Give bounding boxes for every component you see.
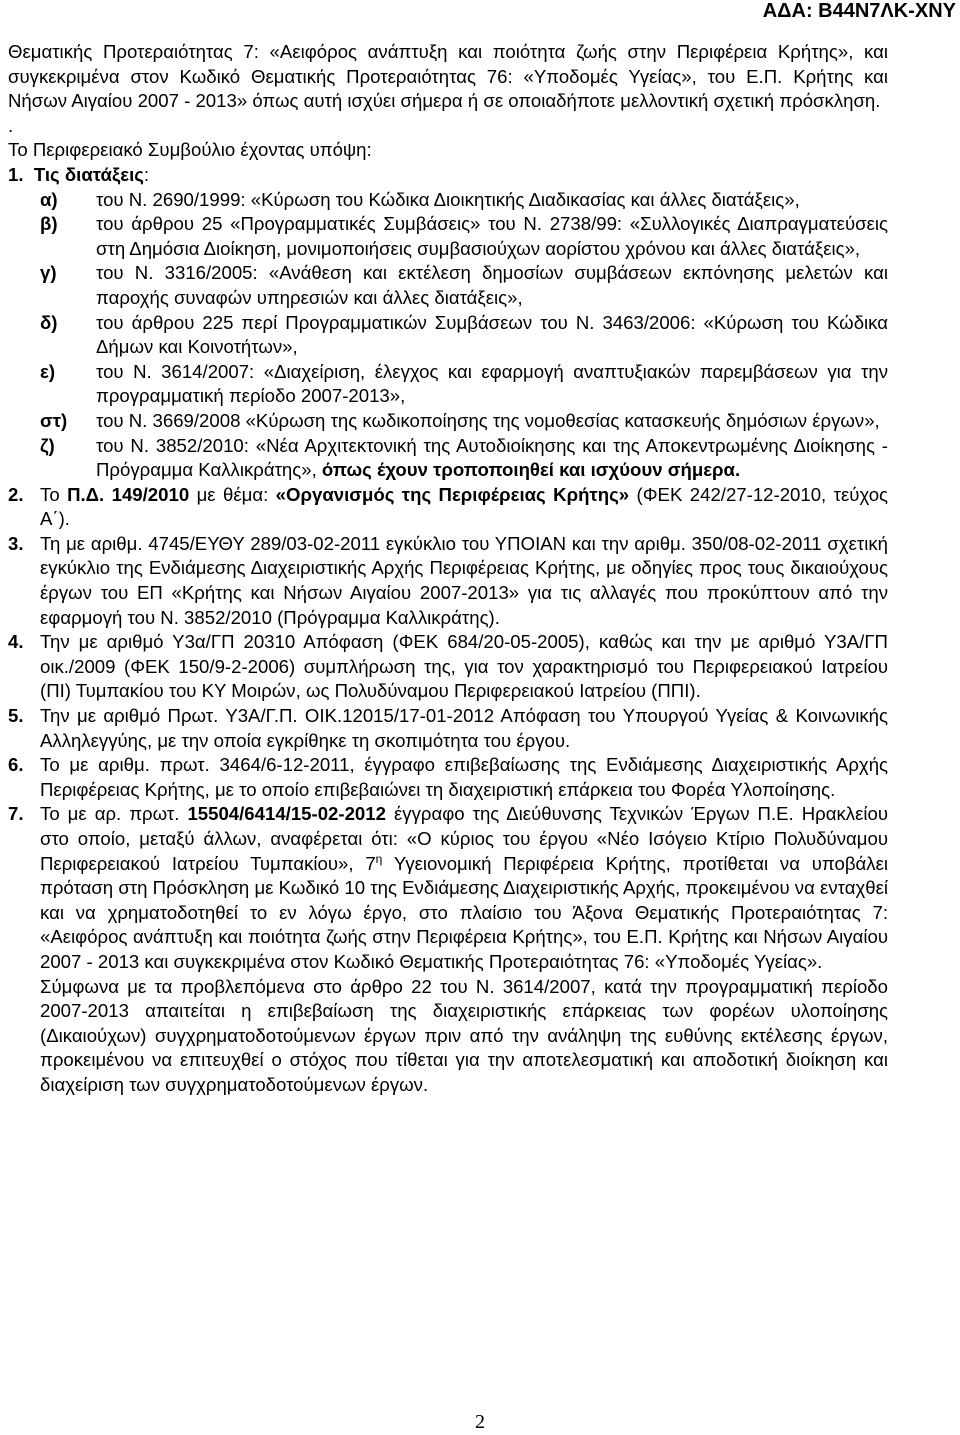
provision-st xyxy=(8,409,888,434)
provision-text: του άρθρου 25 «Προγραμματικές Συμβάσεις» του Ν. 2738/99: «Συλλογικές Διαπραγματεύσεις στη Δημόσια Διοίκηση, μονιμοποιήσεις συμβασιούχων αορίστου χρόνου και άλλες διατάξεις», xyxy=(96,213,888,259)
item-3 xyxy=(8,532,888,630)
intro-council: Το Περιφερειακό Συμβούλιο έχοντας υπόψη: xyxy=(8,139,372,161)
provision-text: του Ν. 3614/2007: «Διαχείριση, έλεγχος και εφαρμογή αναπτυξιακών παρεμβάσεων για την προγραμματική περίοδο 2007-2013», xyxy=(96,360,888,407)
document-body xyxy=(8,40,888,1098)
provision-z xyxy=(8,434,888,483)
item-text: Τη με αριθμ. 4745/ΕΥΘΥ 289/03-02-2011 εγκύκλιο του ΥΠΟΙΑΝ και την αριθμ. 350/08-02-2011 σχετική εγκύκλιο της Ενδιάμεσης Διαχειριστικής Αρχής Περιφέρειας Κρήτης, με οδηγίες προς τους δικαιούχους έργων του ΕΠ «Κρήτης και Νήσων Αιγαίου 2007-2013» για τις αλλαγές που προκύπτουν από την εφαρμογή του Ν. 3852/2010 (Πρόγραμμα Καλλικράτης). xyxy=(40,532,888,628)
provision-text: του Ν. 3852/2010: «Νέα Αρχιτεκτονική της Αυτοδιοίκησης και της Αποκεντρωμένης Διοίκησης - Πρόγραμμα Καλλικράτης», όπως έχουν τροποποιηθεί και ισχύουν σήμερα. xyxy=(96,434,888,481)
item-number: 3. xyxy=(8,532,24,554)
provision-e xyxy=(8,360,888,409)
item-4 xyxy=(8,630,888,704)
provision-label: ε) xyxy=(40,360,56,382)
provision-label: στ) xyxy=(40,409,68,431)
provision-text: του άρθρου 225 περί Προγραμματικών Συμβάσεων του Ν. 3463/2006: «Κύρωση του Κώδικα Δήμων και Κοινοτήτων», xyxy=(96,311,888,358)
item-6 xyxy=(8,753,888,802)
intro-paragraph: Θεματικής Προτεραιότητας 7: «Αειφόρος ανάπτυξη και ποιότητα ζωής στην Περιφέρεια Κρήτης», και συγκεκριμένα στον Κωδικό Θεματικής Προτεραιότητας 76: «Υποδομές Υγείας», του Ε.Π. Κρήτης και Νήσων Αιγαίου 2007 - 2013» όπως αυτή ισχύει σήμερα ή σε οποιαδήποτε μελλοντική σχετική πρόσκληση. xyxy=(8,41,888,112)
item-number: 2. xyxy=(8,483,24,505)
provision-c xyxy=(8,261,888,310)
item-number: 6. xyxy=(8,754,24,776)
provision-text: του Ν. 3669/2008 «Κύρωση της κωδικοποίησης της νομοθεσίας κατασκευής δημόσιων έργων», xyxy=(96,409,880,431)
provision-label: β) xyxy=(40,213,58,235)
provision-text: του Ν. 2690/1999: «Κύρωση του Κώδικα Διοικητικής Διαδικασίας και άλλες διατάξεις», xyxy=(96,188,800,210)
provision-label: γ) xyxy=(40,262,57,284)
provision-b xyxy=(8,212,888,261)
item-text-continued: Σύμφωνα με τα προβλεπόμενα στο άρθρο 22 του Ν. 3614/2007, κατά την προγραμματική περίοδο 2007-2013 απαιτείται η επιβεβαίωση της διαχειριστικής επάρκειας των φορέων υλοποίησης (Δικαιούχων) συγχρηματοδοτούμενων έργων πριν από την ανάληψη της ευθύνης εκτέλεσης έργων, προκειμένου να επιτευχθεί ο στόχος που τίθεται για την αποτελεσματική και αποδοτική διοίκηση και διαχείριση των συγχρηματοδοτούμενων έργων. xyxy=(40,975,888,1095)
item-text: Το με αριθμ. πρωτ. 3464/6-12-2011, έγγραφο επιβεβαίωσης της Ενδιάμεσης Διαχειριστικής Αρχής Περιφέρειας Κρήτης, με το οποίο επιβεβαιώνει τη διαχειριστική επάρκεια του Φορέα Υλοποίησης. xyxy=(40,754,888,800)
document-id-header: ΑΔΑ: Β44Ν7ΛΚ-ΧΝΥ xyxy=(762,0,956,22)
provisions-title: Τις διατάξεις xyxy=(33,163,144,185)
item-text: Την με αριθμό Πρωτ. Υ3Α/Γ.Π. ΟΙΚ.12015/17-01-2012 Απόφαση του Υπουργού Υγείας & Κοινωνικής Αλληλεγγύης, με την οποία εγκρίθηκε τη σκοπιμότητα του έργου. xyxy=(40,705,888,751)
item-2: 2. Το Π.Δ. 149/2010 με θέμα: «Οργανισμός της Περιφέρειας Κρήτης» (ΦΕΚ 242/27-12-2010, τεύχος Α΄). xyxy=(8,483,889,530)
provision-label: ζ) xyxy=(40,434,55,456)
item-7 xyxy=(8,802,888,1097)
item-number: 5. xyxy=(8,705,24,727)
item-text: Το με αρ. πρωτ. 15504/6414/15-02-2012 έγγραφο της Διεύθυνσης Τεχνικών Έργων Π.Ε. Ηρακλείου στο οποίο, μεταξύ άλλων, αναφέρεται ότι: «Ο κύριος του έργου «Νέο Ισόγειο Κτίριο Πολυδύναμου Περιφερειακού Ιατρείου Τυμπακίου», $7^\eta$ Υγειονομική Περιφέρεια Κρήτης, προτίθεται να υποβάλει πρόταση στη Πρόσκληση με Κωδικό 10 της Ενδιάμεσης Διαχειριστικής Αρχής, προκειμένου να ενταχθεί και να χρηματοδοτηθεί το εν λόγω έργο, στο πλαίσιο του Άξονα Θεματικής Προτεραιότητας 7: «Αειφόρος ανάπτυξη και ποιότητα ζωής στην Περιφέρεια Κρήτης», του Ε.Π. Κρήτης και Νήσων Αιγαίου 2007 - 2013 και συγκεκριμένα στον Κωδικό Θεματικής Προτεραιότητας 76: «Υποδομές Υγείας». xyxy=(40,803,889,972)
provision-label: α) xyxy=(40,188,58,210)
provisions-number: 1. xyxy=(8,163,24,185)
page-number: 2 xyxy=(475,1411,485,1433)
item-5 xyxy=(8,704,888,753)
intro-dot: . xyxy=(8,114,14,136)
provision-d xyxy=(8,311,888,360)
provision-text: του Ν. 3316/2005: «Ανάθεση και εκτέλεση δημοσίων συμβάσεων εκπόνησης μελετών και παροχής συναφών υπηρεσιών και άλλες διατάξεις», xyxy=(96,262,888,308)
item-text: Την με αριθμό Υ3α/ΓΠ 20310 Απόφαση (ΦΕΚ 684/20-05-2005), καθώς και την με αριθμό Υ3Α/ΓΠ οικ./2009 (ΦΕΚ 150/9-2-2006) συμπλήρωση της, για τον χαρακτηρισμό του Περιφερειακού Ιατρείου (ΠΙ) Τυμπακίου του ΚΥ Μοιρών, ως Πολυδύναμου Περιφερειακού Ιατρείου (ΠΠΙ). xyxy=(40,631,888,702)
provision-label: δ) xyxy=(40,311,58,333)
item-number: 4. xyxy=(8,631,24,653)
item-number: 7. xyxy=(8,803,24,825)
provisions-heading: 1. Τις διατάξεις: xyxy=(8,163,150,185)
provision-a xyxy=(8,188,888,213)
